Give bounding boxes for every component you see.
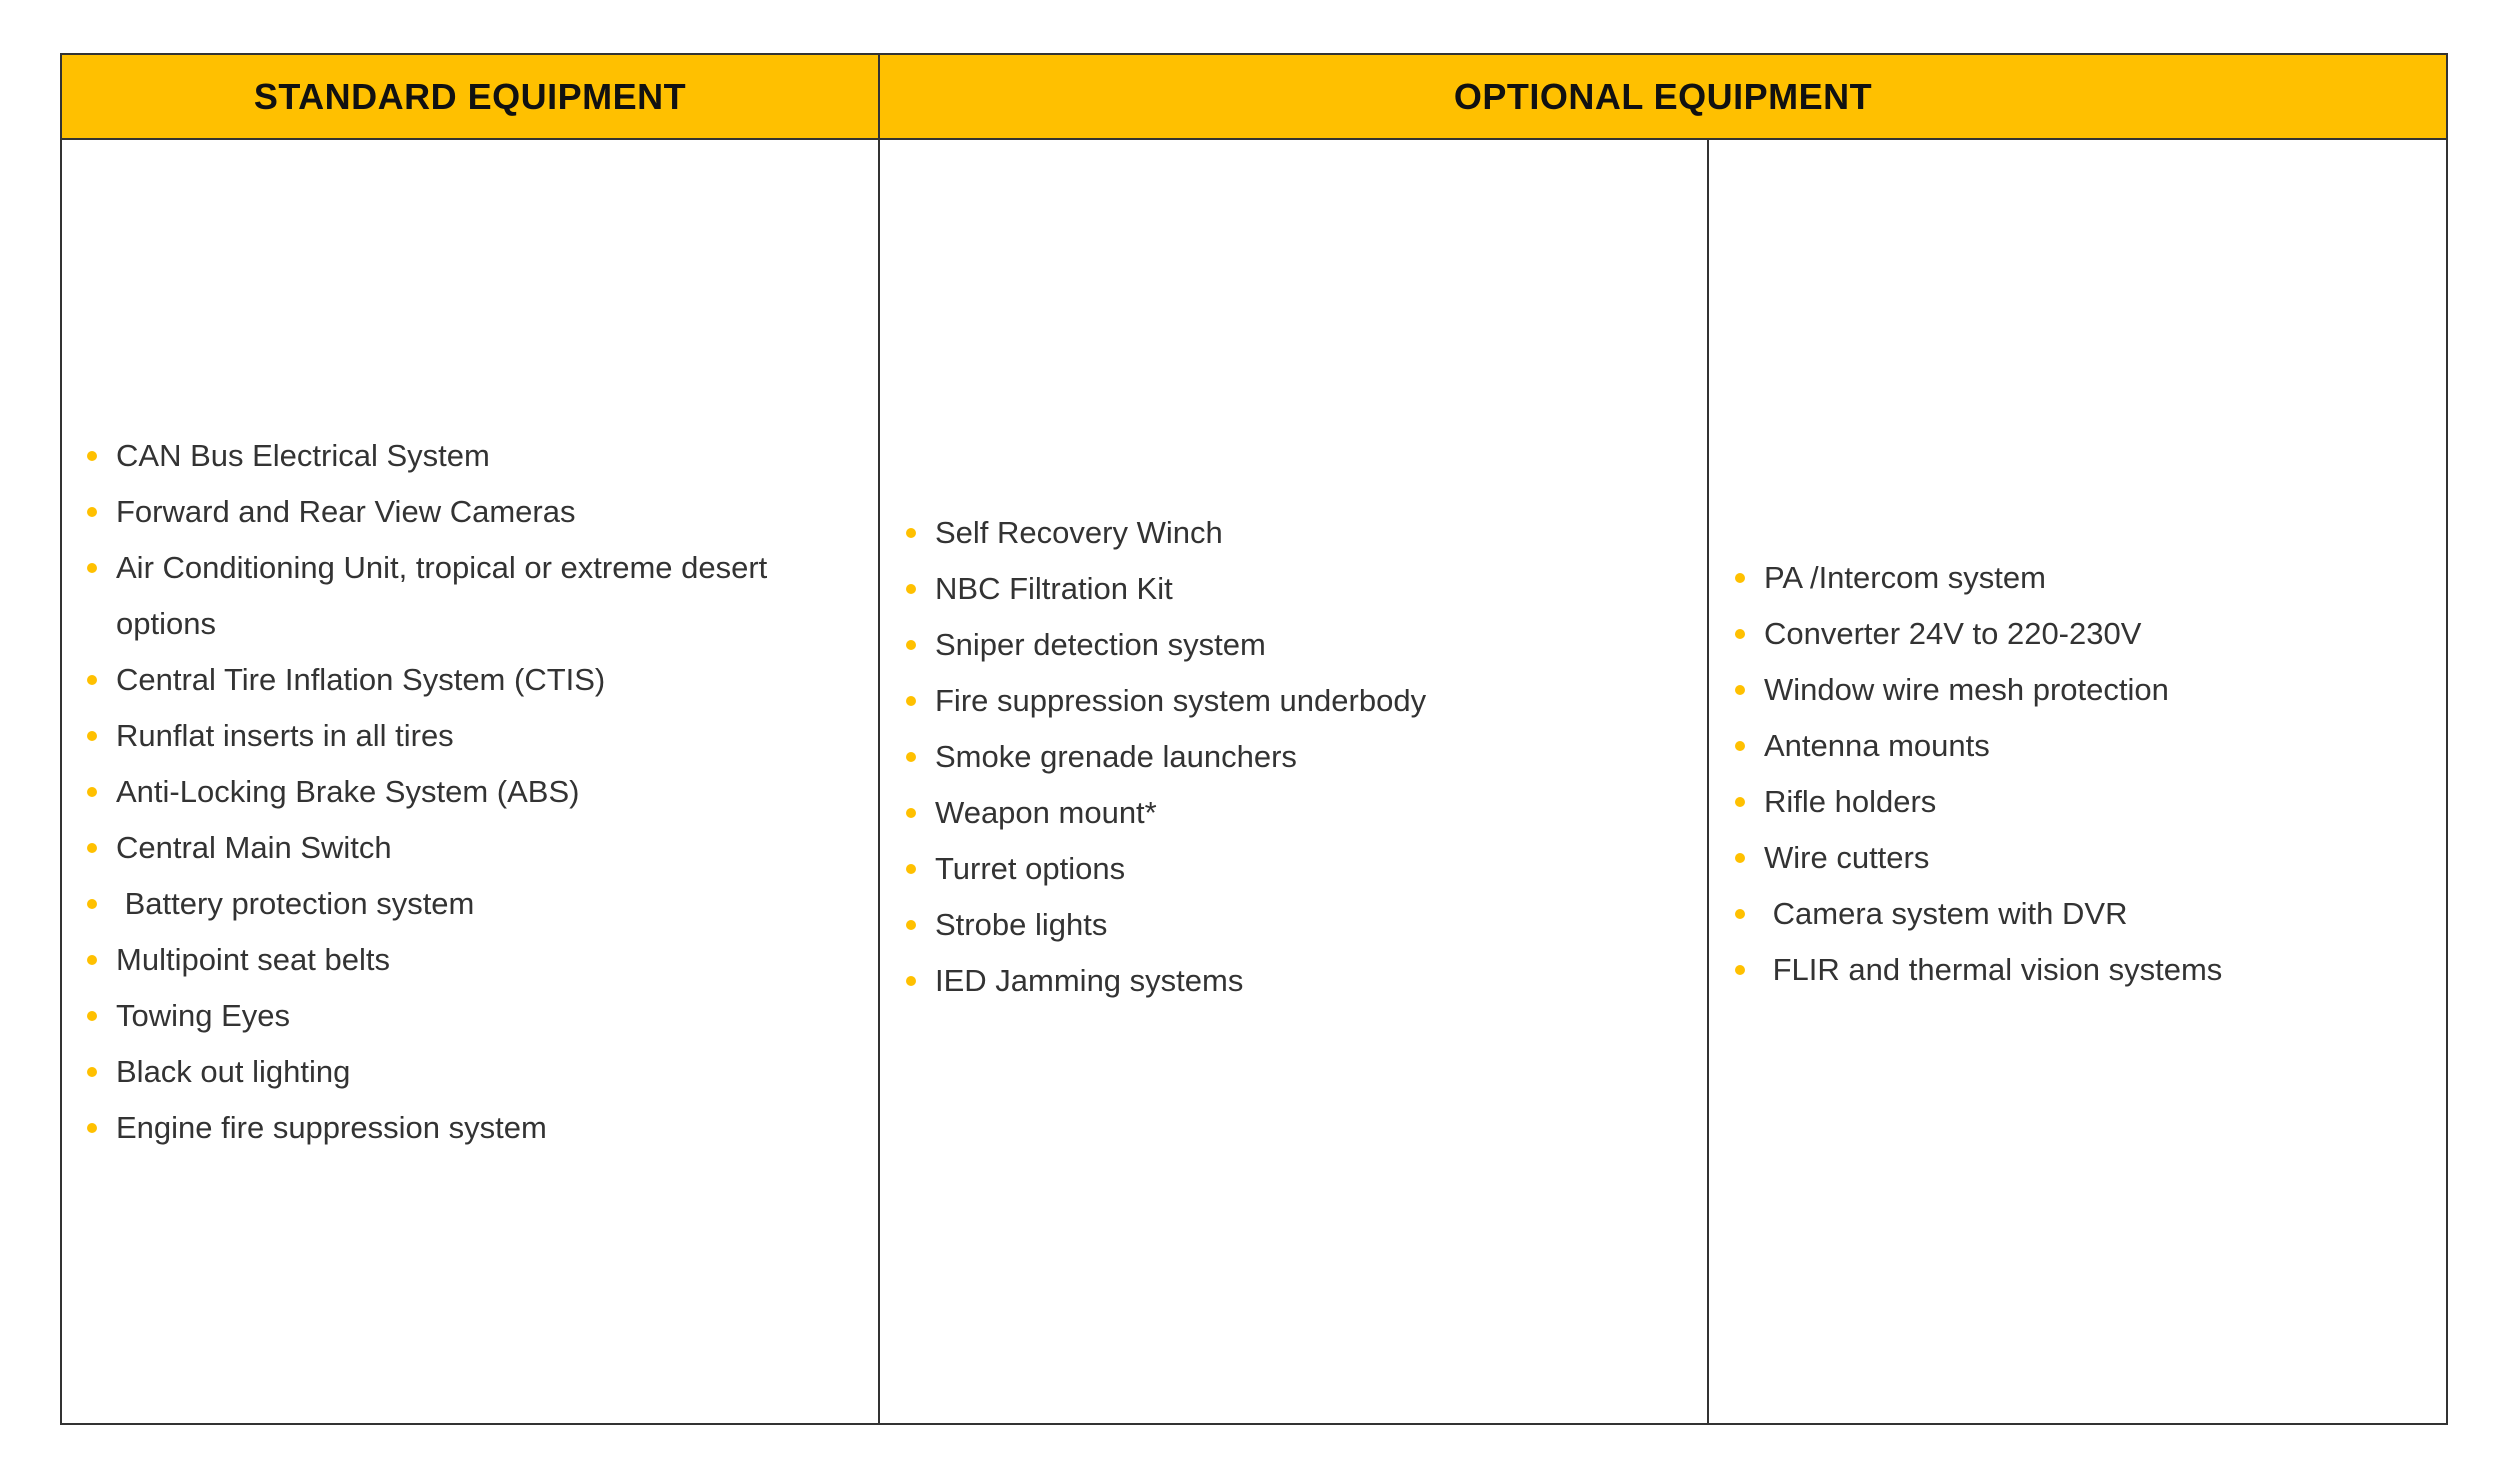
list-item-text: Fire suppression system underbody (935, 682, 1427, 718)
bullet-icon (906, 808, 916, 818)
bullet-icon (87, 563, 97, 573)
list-item (87, 988, 878, 1044)
list-item (87, 428, 878, 484)
bullet-icon (87, 507, 97, 517)
list-item (1735, 662, 2446, 718)
list-item (906, 673, 1707, 729)
list-item-text: Converter 24V to 220-230V (1764, 615, 2142, 651)
list-item-text: Wire cutters (1764, 839, 1930, 875)
list-item-text: FLIR and thermal vision systems (1764, 951, 2223, 987)
list-item-text: PA /Intercom system (1764, 559, 2046, 595)
list-item (1735, 774, 2446, 830)
list-item-text: Battery protection system (116, 885, 475, 921)
optional-equipment-cell-2 (1709, 140, 2446, 1423)
standard-equipment-list (62, 428, 878, 1156)
list-item-text: CAN Bus Electrical System (116, 437, 490, 473)
list-item-text: Sniper detection system (935, 626, 1266, 662)
bullet-icon (87, 1011, 97, 1021)
list-item-text: NBC Filtration Kit (935, 570, 1173, 606)
list-item-text: Weapon mount* (935, 794, 1157, 830)
list-item-text: Engine fire suppression system (116, 1109, 547, 1145)
list-item (87, 708, 878, 764)
bullet-icon (906, 640, 916, 650)
bullet-icon (87, 899, 97, 909)
bullet-icon (1735, 853, 1745, 863)
optional-equipment-list-1 (880, 505, 1707, 1009)
list-item (1735, 718, 2446, 774)
list-item-text: Camera system with DVR (1764, 895, 2128, 931)
equipment-table (60, 53, 2448, 1425)
list-item (87, 484, 878, 540)
standard-equipment-cell (62, 140, 880, 1423)
list-item (906, 561, 1707, 617)
list-item (87, 1044, 878, 1100)
list-item-text: Smoke grenade launchers (935, 738, 1297, 774)
list-item-text: Multipoint seat belts (116, 941, 390, 977)
bullet-icon (906, 920, 916, 930)
bullet-icon (1735, 909, 1745, 919)
list-item (906, 785, 1707, 841)
list-item-text: Rifle holders (1764, 783, 1937, 819)
list-item (87, 540, 878, 652)
bullet-icon (1735, 573, 1745, 583)
list-item (87, 1100, 878, 1156)
bullet-icon (1735, 685, 1745, 695)
bullet-icon (906, 752, 916, 762)
list-item (1735, 886, 2446, 942)
standard-equipment-header (62, 55, 880, 140)
list-item (1735, 606, 2446, 662)
bullet-icon (1735, 797, 1745, 807)
bullet-icon (87, 1067, 97, 1077)
standard-equipment-title: STANDARD EQUIPMENT (253, 75, 687, 117)
list-item-text: Window wire mesh protection (1764, 671, 2169, 707)
list-item-text: Turret options (935, 850, 1126, 886)
list-item-text: Central Main Switch (116, 829, 392, 865)
bullet-icon (906, 696, 916, 706)
list-item-text: Towing Eyes (116, 997, 291, 1033)
bullet-icon (906, 864, 916, 874)
list-item (87, 932, 878, 988)
bullet-icon (87, 1123, 97, 1133)
bullet-icon (87, 843, 97, 853)
list-item (906, 897, 1707, 953)
bullet-icon (87, 787, 97, 797)
list-item (87, 652, 878, 708)
bullet-icon (1735, 629, 1745, 639)
list-item-text: IED Jamming systems (935, 962, 1244, 998)
bullet-icon (906, 528, 916, 538)
list-item-text: Anti-Locking Brake System (ABS) (116, 773, 580, 809)
bullet-icon (87, 731, 97, 741)
list-item-text: Runflat inserts in all tires (116, 717, 454, 753)
bullet-icon (1735, 965, 1745, 975)
list-item (87, 820, 878, 876)
list-item-text: Air Conditioning Unit, tropical or extreme desert options (116, 549, 776, 641)
list-item-text: Self Recovery Winch (935, 514, 1223, 550)
list-item (87, 876, 878, 932)
list-item (87, 764, 878, 820)
list-item-text: Antenna mounts (1764, 727, 1990, 763)
list-item (906, 617, 1707, 673)
bullet-icon (1735, 741, 1745, 751)
bullet-icon (87, 955, 97, 965)
bullet-icon (87, 675, 97, 685)
bullet-icon (906, 976, 916, 986)
list-item-text: Black out lighting (116, 1053, 351, 1089)
list-item (1735, 830, 2446, 886)
list-item (1735, 942, 2446, 998)
list-item (906, 729, 1707, 785)
optional-equipment-title: OPTIONAL EQUIPMENT (1453, 75, 1873, 117)
bullet-icon (87, 451, 97, 461)
optional-equipment-header (880, 55, 2446, 140)
list-item-text: Strobe lights (935, 906, 1108, 942)
list-item (906, 505, 1707, 561)
list-item (906, 841, 1707, 897)
list-item (906, 953, 1707, 1009)
optional-equipment-cell-1 (880, 140, 1709, 1423)
list-item-text: Forward and Rear View Cameras (116, 493, 576, 529)
bullet-icon (906, 584, 916, 594)
list-item-text: Central Tire Inflation System (CTIS) (116, 661, 606, 697)
optional-equipment-list-2 (1709, 550, 2446, 998)
list-item (1735, 550, 2446, 606)
